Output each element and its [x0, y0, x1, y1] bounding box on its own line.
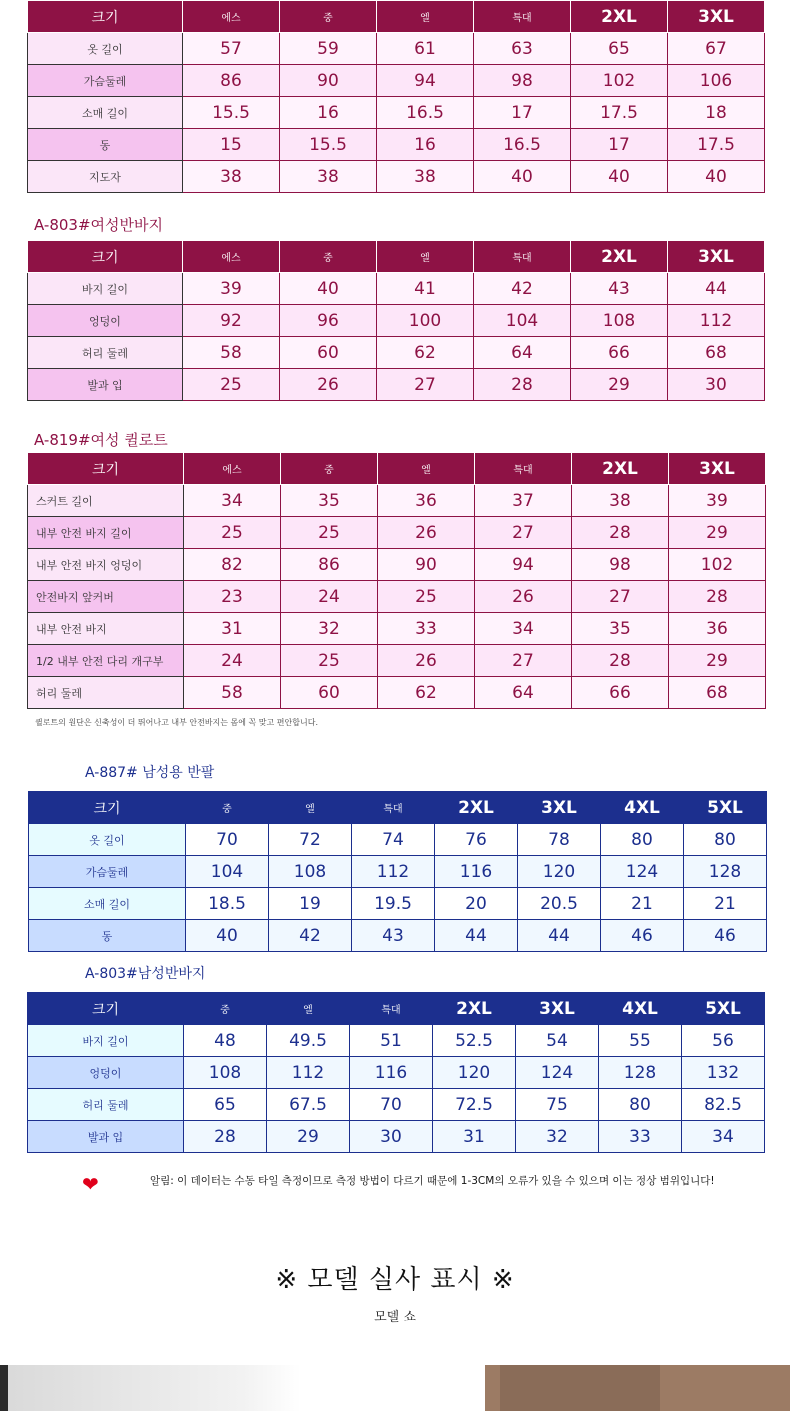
measurement-value: 18	[668, 97, 765, 129]
table-row	[28, 33, 765, 65]
size-column-header: 2XL	[571, 241, 668, 273]
measurement-value: 34	[682, 1121, 765, 1153]
measurement-value: 37	[475, 485, 572, 517]
measurement-value: 35	[572, 613, 669, 645]
measurement-value: 41	[377, 273, 474, 305]
measurement-label: 소매 길이	[28, 97, 183, 129]
measurement-value: 19	[269, 888, 352, 920]
measurement-value: 28	[669, 581, 766, 613]
measurement-label: 내부 안전 바지 엉덩이	[28, 549, 184, 581]
table-header-row	[28, 241, 765, 273]
table-row	[28, 517, 766, 549]
measurement-value: 70	[350, 1089, 433, 1121]
measurement-value: 102	[571, 65, 668, 97]
table-row	[28, 581, 766, 613]
measurement-value: 28	[572, 645, 669, 677]
measurement-value: 38	[183, 161, 280, 193]
measurement-value: 24	[184, 645, 281, 677]
size-column-header: 엘	[377, 241, 474, 273]
measurement-value: 61	[377, 33, 474, 65]
measurement-value: 44	[518, 920, 601, 952]
measurement-value: 58	[183, 337, 280, 369]
measurement-value: 26	[378, 645, 475, 677]
measurement-value: 80	[684, 824, 767, 856]
measurement-value: 21	[601, 888, 684, 920]
table-header-row	[28, 1, 765, 33]
women-shorts-size-table	[27, 240, 765, 401]
size-column-header: 에스	[184, 453, 281, 485]
measurement-value: 64	[474, 337, 571, 369]
measurement-value: 72	[269, 824, 352, 856]
measurement-value: 59	[280, 33, 377, 65]
measurement-value: 128	[684, 856, 767, 888]
table-row	[29, 824, 767, 856]
table-row	[28, 337, 765, 369]
size-column-header: 3XL	[669, 453, 766, 485]
measurement-label: 옷 길이	[29, 824, 186, 856]
measurement-value: 17.5	[668, 129, 765, 161]
measurement-value: 94	[475, 549, 572, 581]
table-row	[28, 485, 766, 517]
table-row	[28, 161, 765, 193]
size-column-header: 2XL	[435, 792, 518, 824]
measurement-value: 108	[571, 305, 668, 337]
table-header-row	[29, 792, 767, 824]
size-header-cell: 크기	[28, 1, 183, 33]
measurement-value: 64	[475, 677, 572, 709]
table-header-row	[28, 993, 765, 1025]
measurement-value: 31	[184, 613, 281, 645]
table-row	[28, 1057, 765, 1089]
measurement-label: 허리 둘레	[28, 337, 183, 369]
measurement-value: 16	[280, 97, 377, 129]
measurement-value: 28	[572, 517, 669, 549]
measurement-value: 120	[433, 1057, 516, 1089]
measurement-value: 24	[281, 581, 378, 613]
measurement-value: 112	[668, 305, 765, 337]
measurement-value: 30	[668, 369, 765, 401]
measurement-value: 38	[280, 161, 377, 193]
measurement-value: 124	[601, 856, 684, 888]
size-column-header: 4XL	[599, 993, 682, 1025]
measurement-value: 90	[280, 65, 377, 97]
measurement-value: 34	[475, 613, 572, 645]
size-column-header: 특대	[475, 453, 572, 485]
measurement-value: 36	[378, 485, 475, 517]
measurement-value: 86	[281, 549, 378, 581]
size-column-header: 에스	[183, 1, 280, 33]
model-photo-strip	[0, 1365, 790, 1411]
measurement-value: 29	[571, 369, 668, 401]
size-column-header: 중	[281, 453, 378, 485]
men-shorts-caption: A-803#남성반바지	[85, 966, 206, 982]
measurement-value: 51	[350, 1025, 433, 1057]
measurement-value: 31	[433, 1121, 516, 1153]
measurement-label: 발과 입	[28, 1121, 184, 1153]
men-top-size-table	[28, 791, 767, 952]
measurement-value: 102	[669, 549, 766, 581]
measurement-value: 27	[475, 645, 572, 677]
measurement-value: 25	[184, 517, 281, 549]
measurement-value: 27	[377, 369, 474, 401]
size-header-cell: 크기	[28, 241, 183, 273]
men-top-caption: A-887# 남성용 반팔	[85, 765, 215, 781]
measurement-value: 132	[682, 1057, 765, 1089]
measurement-value: 94	[377, 65, 474, 97]
size-header-cell: 크기	[29, 792, 186, 824]
measurement-value: 44	[668, 273, 765, 305]
measurement-value: 112	[352, 856, 435, 888]
measurement-value: 116	[350, 1057, 433, 1089]
measurement-value: 120	[518, 856, 601, 888]
measurement-value: 128	[599, 1057, 682, 1089]
size-column-header: 중	[184, 993, 267, 1025]
measurement-value: 26	[378, 517, 475, 549]
measurement-value: 72.5	[433, 1089, 516, 1121]
measurement-value: 108	[269, 856, 352, 888]
measurement-value: 33	[378, 613, 475, 645]
size-column-header: 엘	[269, 792, 352, 824]
measurement-value: 82	[184, 549, 281, 581]
measurement-value: 74	[352, 824, 435, 856]
measurement-value: 90	[378, 549, 475, 581]
measurement-value: 25	[378, 581, 475, 613]
measurement-label: 1/2 내부 안전 다리 개구부	[28, 645, 184, 677]
table-row	[28, 65, 765, 97]
measurement-value: 21	[684, 888, 767, 920]
measurement-label: 가슴둘레	[28, 65, 183, 97]
measurement-value: 40	[186, 920, 269, 952]
measurement-value: 55	[599, 1025, 682, 1057]
measurement-value: 20	[435, 888, 518, 920]
measurement-notice: 알림: 이 데이터는 수동 타일 측정이므로 측정 방법이 다르기 때문에 1-3CM의 오류가 있을 수 있으며 이는 정상 범위입니다!	[150, 1175, 715, 1187]
measurement-value: 32	[281, 613, 378, 645]
measurement-value: 16	[377, 129, 474, 161]
measurement-value: 32	[516, 1121, 599, 1153]
table-header-row	[28, 453, 766, 485]
measurement-value: 17.5	[571, 97, 668, 129]
measurement-label: 스커트 길이	[28, 485, 184, 517]
table-row	[28, 369, 765, 401]
table-row	[29, 888, 767, 920]
measurement-value: 78	[518, 824, 601, 856]
measurement-value: 15.5	[280, 129, 377, 161]
measurement-value: 108	[184, 1057, 267, 1089]
table-row	[28, 677, 766, 709]
measurement-label: 소매 길이	[29, 888, 186, 920]
measurement-value: 35	[281, 485, 378, 517]
measurement-value: 33	[599, 1121, 682, 1153]
table-row	[28, 305, 765, 337]
measurement-label: 엉덩이	[28, 1057, 184, 1089]
size-column-header: 3XL	[668, 1, 765, 33]
measurement-value: 25	[183, 369, 280, 401]
measurement-value: 52.5	[433, 1025, 516, 1057]
measurement-value: 104	[186, 856, 269, 888]
size-column-header: 엘	[267, 993, 350, 1025]
measurement-value: 28	[474, 369, 571, 401]
measurement-value: 62	[378, 677, 475, 709]
measurement-value: 39	[669, 485, 766, 517]
measurement-value: 68	[668, 337, 765, 369]
size-column-header: 5XL	[682, 993, 765, 1025]
measurement-value: 106	[668, 65, 765, 97]
table-row	[28, 97, 765, 129]
measurement-value: 15.5	[183, 97, 280, 129]
measurement-value: 80	[601, 824, 684, 856]
size-column-header: 특대	[352, 792, 435, 824]
measurement-value: 76	[435, 824, 518, 856]
measurement-value: 16.5	[474, 129, 571, 161]
table-row	[28, 1121, 765, 1153]
heart-icon: ❤	[82, 1172, 99, 1196]
measurement-value: 96	[280, 305, 377, 337]
measurement-value: 25	[281, 517, 378, 549]
measurement-value: 54	[516, 1025, 599, 1057]
measurement-value: 42	[474, 273, 571, 305]
size-column-header: 에스	[183, 241, 280, 273]
measurement-value: 29	[267, 1121, 350, 1153]
measurement-value: 42	[269, 920, 352, 952]
measurement-value: 38	[572, 485, 669, 517]
measurement-value: 38	[377, 161, 474, 193]
table-row	[29, 920, 767, 952]
measurement-label: 옷 길이	[28, 33, 183, 65]
table-row	[28, 613, 766, 645]
measurement-value: 36	[669, 613, 766, 645]
measurement-value: 40	[668, 161, 765, 193]
measurement-value: 66	[571, 337, 668, 369]
measurement-value: 46	[684, 920, 767, 952]
culottes-note: 퀼로트의 원단은 신축성이 더 뛰어나고 내부 안전바지는 몸에 꼭 맞고 편안합니다.	[35, 718, 318, 727]
size-column-header: 중	[186, 792, 269, 824]
men-shorts-size-table	[27, 992, 765, 1153]
measurement-value: 16.5	[377, 97, 474, 129]
model-photo-banner-title: ※ 모델 실사 표시 ※	[275, 1265, 515, 1295]
table-row	[28, 1025, 765, 1057]
measurement-value: 40	[280, 273, 377, 305]
measurement-value: 65	[571, 33, 668, 65]
measurement-value: 40	[571, 161, 668, 193]
measurement-value: 17	[571, 129, 668, 161]
measurement-value: 68	[669, 677, 766, 709]
measurement-value: 18.5	[186, 888, 269, 920]
measurement-value: 19.5	[352, 888, 435, 920]
size-column-header: 엘	[377, 1, 474, 33]
measurement-label: 허리 둘레	[28, 1089, 184, 1121]
measurement-label: 허리 둘레	[28, 677, 184, 709]
measurement-value: 60	[281, 677, 378, 709]
measurement-value: 57	[183, 33, 280, 65]
table-row	[28, 1089, 765, 1121]
size-column-header: 2XL	[572, 453, 669, 485]
measurement-value: 17	[474, 97, 571, 129]
table-row	[28, 549, 766, 581]
measurement-value: 20.5	[518, 888, 601, 920]
measurement-label: 바지 길이	[28, 1025, 184, 1057]
measurement-label: 동	[29, 920, 186, 952]
measurement-label: 발과 입	[28, 369, 183, 401]
table-row	[29, 856, 767, 888]
measurement-value: 26	[475, 581, 572, 613]
measurement-value: 116	[435, 856, 518, 888]
measurement-value: 58	[184, 677, 281, 709]
measurement-value: 28	[184, 1121, 267, 1153]
measurement-value: 82.5	[682, 1089, 765, 1121]
model-show-subtitle: 모델 쇼	[374, 1310, 416, 1325]
size-column-header: 3XL	[668, 241, 765, 273]
measurement-value: 27	[572, 581, 669, 613]
size-column-header: 5XL	[684, 792, 767, 824]
size-header-cell: 크기	[28, 993, 184, 1025]
size-column-header: 중	[280, 241, 377, 273]
size-column-header: 특대	[474, 1, 571, 33]
women-top-size-table	[27, 0, 765, 193]
women-culottes-caption: A-819#여성 퀼로트	[34, 431, 168, 449]
measurement-value: 104	[474, 305, 571, 337]
measurement-value: 63	[474, 33, 571, 65]
size-header-cell: 크기	[28, 453, 184, 485]
measurement-value: 65	[184, 1089, 267, 1121]
measurement-value: 62	[377, 337, 474, 369]
measurement-label: 안전바지 앞커버	[28, 581, 184, 613]
measurement-value: 56	[682, 1025, 765, 1057]
measurement-value: 25	[281, 645, 378, 677]
women-shorts-caption: A-803#여성반바지	[34, 216, 163, 234]
measurement-value: 29	[669, 645, 766, 677]
women-culottes-size-table	[27, 452, 766, 709]
measurement-value: 75	[516, 1089, 599, 1121]
measurement-value: 34	[184, 485, 281, 517]
measurement-value: 48	[184, 1025, 267, 1057]
measurement-value: 43	[352, 920, 435, 952]
measurement-value: 26	[280, 369, 377, 401]
measurement-value: 112	[267, 1057, 350, 1089]
measurement-value: 29	[669, 517, 766, 549]
size-column-header: 중	[280, 1, 377, 33]
measurement-value: 100	[377, 305, 474, 337]
measurement-label: 지도자	[28, 161, 183, 193]
size-column-header: 2XL	[433, 993, 516, 1025]
measurement-value: 15	[183, 129, 280, 161]
measurement-value: 46	[601, 920, 684, 952]
size-column-header: 2XL	[571, 1, 668, 33]
measurement-value: 66	[572, 677, 669, 709]
size-column-header: 특대	[474, 241, 571, 273]
measurement-value: 92	[183, 305, 280, 337]
size-column-header: 특대	[350, 993, 433, 1025]
measurement-value: 70	[186, 824, 269, 856]
measurement-value: 39	[183, 273, 280, 305]
measurement-value: 98	[474, 65, 571, 97]
table-row	[28, 645, 766, 677]
measurement-value: 67	[668, 33, 765, 65]
size-column-header: 엘	[378, 453, 475, 485]
measurement-value: 40	[474, 161, 571, 193]
measurement-value: 43	[571, 273, 668, 305]
measurement-value: 98	[572, 549, 669, 581]
measurement-value: 60	[280, 337, 377, 369]
measurement-value: 44	[435, 920, 518, 952]
measurement-label: 바지 길이	[28, 273, 183, 305]
size-column-header: 3XL	[518, 792, 601, 824]
measurement-value: 30	[350, 1121, 433, 1153]
table-row	[28, 273, 765, 305]
table-row	[28, 129, 765, 161]
measurement-label: 내부 안전 바지 길이	[28, 517, 184, 549]
measurement-value: 67.5	[267, 1089, 350, 1121]
measurement-value: 124	[516, 1057, 599, 1089]
measurement-value: 80	[599, 1089, 682, 1121]
measurement-label: 엉덩이	[28, 305, 183, 337]
measurement-value: 27	[475, 517, 572, 549]
measurement-value: 49.5	[267, 1025, 350, 1057]
size-column-header: 3XL	[516, 993, 599, 1025]
measurement-value: 86	[183, 65, 280, 97]
size-column-header: 4XL	[601, 792, 684, 824]
measurement-label: 가슴둘레	[29, 856, 186, 888]
measurement-label: 동	[28, 129, 183, 161]
measurement-value: 23	[184, 581, 281, 613]
measurement-label: 내부 안전 바지	[28, 613, 184, 645]
